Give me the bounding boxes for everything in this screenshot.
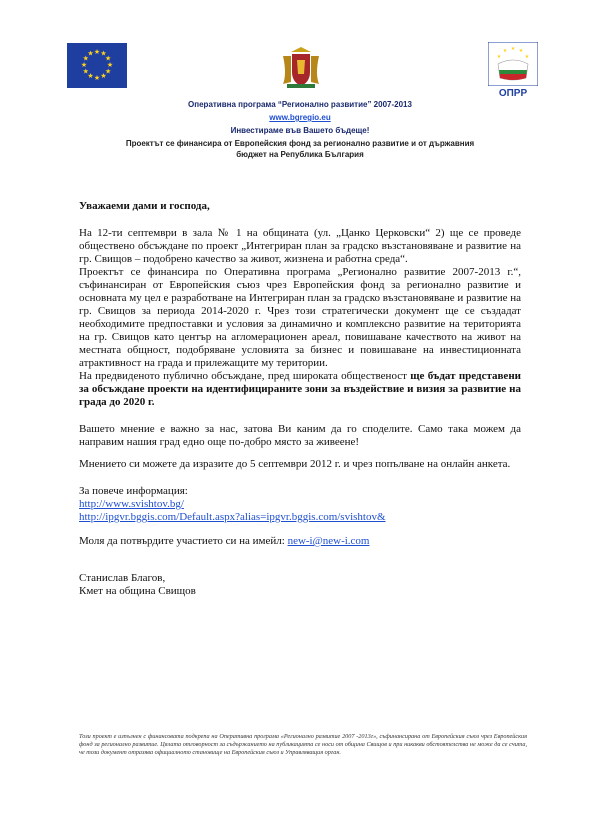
paragraph-meeting: На 12-ти септември в зала № 1 на общината (ул. „Цанко Церковски“ 2) ще се проведе обществено обсъждане по проект „Интегриран план за градско възстановяване и развитие на гр. Свищов – подобрено качество за живот, жизнена и работна среда“. — [79, 227, 521, 265]
svg-text:★: ★ — [496, 54, 502, 60]
letter-body — [79, 227, 521, 409]
svg-text:★: ★ — [524, 54, 530, 60]
svg-text:★: ★ — [82, 67, 89, 76]
programme-title: Оперативна програма “Регионално развитие” 2007-2013 — [188, 100, 412, 109]
paragraph-presentation — [79, 370, 521, 409]
signature-block — [79, 572, 521, 598]
contact-email-link[interactable]: new-i@new-i.com — [287, 535, 370, 547]
oprr-logo-icon — [488, 42, 538, 102]
info-block — [79, 485, 521, 524]
footer-disclaimer: Този проект е изпълнен с финансовата подкрепа на Оперативна програма «Регионално развитие 2007 -2013г», съфинансирана от Европейския съюз чрез Европейския фонд за регионално развитие. Цялата отговорност за съдържанието на публикацията се носи от община Свищов и при никакви обстоятелства не може да се счита, че този документ отразява официалното становище на Европейския съюз и Управляващия орган. — [79, 733, 527, 756]
ipgvr-portal-link[interactable]: http://ipgvr.bggis.com/Default.aspx?alias=ipgvr.bggis.com/svishtov& — [79, 511, 386, 523]
svg-text:★: ★ — [100, 49, 107, 58]
info-label: За повече информация: — [79, 485, 188, 497]
svg-text:★: ★ — [100, 72, 107, 81]
svg-text:★: ★ — [502, 48, 508, 54]
svg-text:★: ★ — [105, 67, 112, 76]
svg-text:★: ★ — [105, 54, 112, 63]
svg-text:★: ★ — [93, 48, 101, 56]
paragraph-project: Проектът се финансира по Оперативна програма „Регионално развитие 2007-2013 г.“, съфинансиран от Европейския съюз чрез Европейския фонд за регионално развитие и основната му цел е разработване на Интегриран план за градско възстановяване и развитие на гр. Свищов за периода 2014-2020 г. Чрез този стратегически документ ще се създадат необходимите предпоставки и условия за динамично и комплексно развитие на територията на гр. Свищов като център на агломерационен ареал, повишаване качеството на живот на местната общност, подобряване условията за бизнес и повишаване на инвестиционната атрактивност на града и прилежащите му територии. — [79, 266, 521, 369]
paragraph-presentation-text: На предвиденото публично обсъждане, пред широката общественост — [79, 370, 411, 382]
programme-website-link[interactable]: www.bgregio.eu — [269, 113, 331, 122]
paragraph-deadline: Мнението си можете да изразите до 5 септември 2012 г. и чрез попълване на онлайн анкета. — [79, 458, 511, 470]
funding-line-2: бюджет на Република България — [236, 150, 364, 159]
svg-text:★: ★ — [518, 48, 524, 54]
eu-flag-icon — [67, 43, 127, 88]
letter-greeting: Уважаеми дами и господа, — [79, 200, 210, 212]
svg-text:★: ★ — [87, 49, 94, 58]
funding-line-1: Проектът се финансира от Европейския фонд за регионално развитие и от държавния — [125, 139, 475, 148]
oprr-logo-label: ОПРР — [498, 88, 528, 99]
svg-text:★: ★ — [106, 61, 114, 69]
paragraph-opinion: Вашето мнение е важно за нас, затова Ви каним да го споделите. Само така можем да направим нашия град едно още по-добро място за живеене! — [79, 423, 521, 448]
svg-text:★: ★ — [93, 74, 101, 82]
signature-name: Станислав Благов, — [79, 572, 166, 584]
confirm-label: Моля да потвърдите участието си на имейл: — [79, 535, 288, 547]
programme-slogan: Инвестираме във Вашето бъдеще! — [230, 126, 370, 135]
svg-text:★: ★ — [80, 61, 88, 69]
signature-title: Кмет на община Свищов — [79, 585, 196, 597]
paragraph-presentation-bold: ще бъдат представени за обсъждане проекти на идентифицираните зони за въздействие и визия за развитие на града до 2020 г. — [79, 370, 521, 408]
svg-text:★: ★ — [87, 72, 94, 81]
svishtov-website-link[interactable]: http://www.svishtov.bg/ — [79, 498, 184, 510]
svg-text:★: ★ — [510, 46, 516, 52]
confirm-line — [79, 535, 521, 548]
bulgaria-coat-of-arms-icon — [277, 44, 325, 90]
svg-text:★: ★ — [82, 54, 89, 63]
